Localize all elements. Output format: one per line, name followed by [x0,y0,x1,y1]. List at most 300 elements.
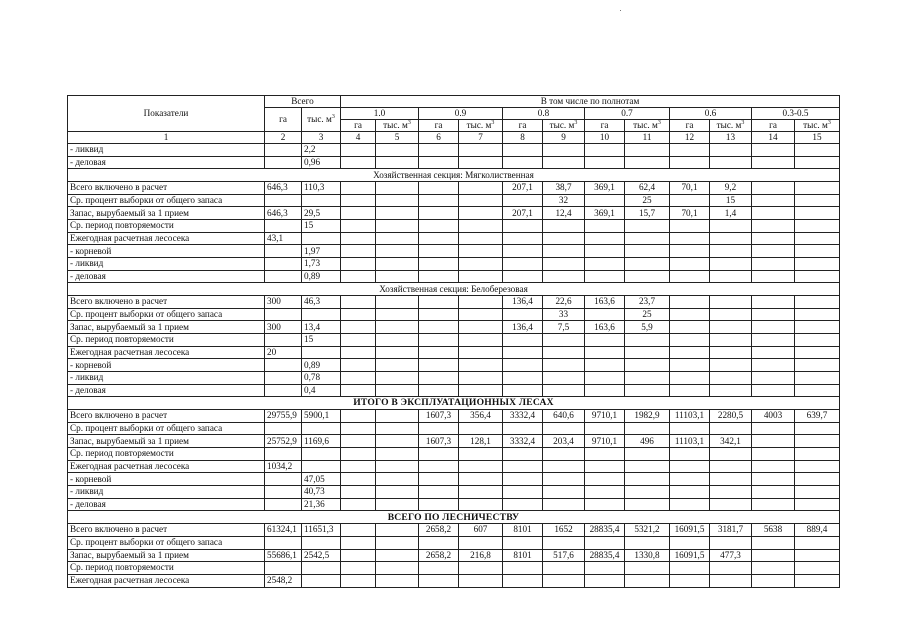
table-cell [265,473,302,486]
table-cell: 1,73 [302,258,341,271]
total-thous-header: тыс. $м^3$ [302,108,341,132]
table-cell [459,422,503,435]
table-cell [625,536,670,549]
table-cell [302,574,341,587]
table-cell [503,384,543,397]
table-cell [670,321,710,334]
table-cell: 61324,1 [265,524,302,537]
table-header [68,96,840,144]
density-header: 0.8 [503,108,585,120]
table-cell [419,473,459,486]
row-label: Всего включено в расчет [68,524,265,537]
table-cell [341,524,376,537]
column-number: 11 [625,132,670,144]
by-density-header: В том числе по полнотам [341,96,840,108]
table-cell: 496 [625,435,670,448]
table-cell: 4003 [752,410,795,423]
table-cell: 9710,1 [585,410,625,423]
table-cell: 369,1 [585,207,625,220]
table-cell: 5,9 [625,321,670,334]
table-cell: 47,05 [302,473,341,486]
table-cell [670,156,710,169]
indicators-header: Показатели [68,96,265,132]
table-cell: 15 [302,220,341,233]
unit-thous-header: тыс. $м^3$ [795,120,840,132]
table-row [68,321,840,334]
table-cell [265,245,302,258]
table-cell [752,435,795,448]
table-cell: 646,3 [265,207,302,220]
table-cell [752,144,795,157]
table-cell [341,460,376,473]
table-cell: 9710,1 [585,435,625,448]
table-cell [419,182,459,195]
table-cell [376,498,419,511]
table-cell [795,460,840,473]
table-cell [376,372,419,385]
table-cell: 9,2 [710,182,752,195]
table-cell [625,346,670,359]
table-cell [341,346,376,359]
density-header: 0.7 [585,108,670,120]
table-row [68,144,840,157]
table-cell [341,384,376,397]
table-cell [341,194,376,207]
table-cell [459,232,503,245]
table-cell [376,410,419,423]
table-cell [376,574,419,587]
table-cell [585,384,625,397]
table-cell [459,182,503,195]
table-cell [376,296,419,309]
table-cell [585,144,625,157]
table-body [68,144,840,588]
table-cell [341,182,376,195]
table-cell [376,207,419,220]
table-cell: 3332,4 [503,435,543,448]
table-cell: 207,1 [503,207,543,220]
table-cell [543,498,585,511]
table-cell: 2548,2 [265,574,302,587]
table-cell [752,308,795,321]
table-cell [376,156,419,169]
table-cell [795,308,840,321]
column-number: 1 [68,132,265,144]
table-cell [376,346,419,359]
table-cell [543,220,585,233]
table-cell [376,549,419,562]
table-cell [795,422,840,435]
unit-thous-header: тыс. $м^3$ [543,120,585,132]
unit-thous-header: тыс. $м^3$ [376,120,419,132]
table-cell: 1652 [543,524,585,537]
table-cell: 15,7 [625,207,670,220]
table-cell [543,422,585,435]
table-cell [795,144,840,157]
table-cell: 342,1 [710,435,752,448]
density-header: 0.6 [670,108,752,120]
table-row [68,207,840,220]
table-row [68,182,840,195]
table-cell [795,220,840,233]
table-cell [503,359,543,372]
table-cell [625,258,670,271]
row-label: - деловая [68,270,265,283]
table-cell [795,384,840,397]
table-cell [419,460,459,473]
table-cell [419,308,459,321]
table-cell [543,536,585,549]
table-cell [710,460,752,473]
table-cell [419,232,459,245]
table-cell [752,549,795,562]
table-cell: 16091,5 [670,524,710,537]
table-cell [503,422,543,435]
table-cell [265,486,302,499]
table-cell [670,372,710,385]
table-cell [376,384,419,397]
table-cell [419,498,459,511]
table-cell [585,574,625,587]
table-cell [341,435,376,448]
table-cell [376,359,419,372]
table-cell [376,562,419,575]
table-cell: 5900,1 [302,410,341,423]
table-row [68,536,840,549]
table-cell: 216,8 [459,549,503,562]
table-cell [795,562,840,575]
table-cell [710,232,752,245]
unit-ha-header: га [341,120,376,132]
table-cell [752,384,795,397]
table-cell [302,346,341,359]
table-cell: 7,5 [543,321,585,334]
table-row [68,232,840,245]
table-cell [341,321,376,334]
table-cell [503,144,543,157]
table-cell [341,498,376,511]
section-row [68,169,840,182]
table-cell [265,372,302,385]
row-label: - корневой [68,473,265,486]
section-title: Хозяйственная секция: Мягколиственная [68,169,840,182]
table-cell [670,296,710,309]
table-cell [625,498,670,511]
table-cell [670,245,710,258]
table-cell [265,334,302,347]
table-cell [543,448,585,461]
table-cell [459,194,503,207]
table-cell [503,156,543,169]
table-cell [341,232,376,245]
table-cell: 0,89 [302,359,341,372]
table-cell [670,536,710,549]
table-cell [503,232,543,245]
row-label: - ликвид [68,372,265,385]
table-cell [459,308,503,321]
table-row [68,574,840,587]
table-cell [670,498,710,511]
table-cell [625,384,670,397]
table-cell [459,562,503,575]
table-cell [459,156,503,169]
table-cell: 25 [625,308,670,321]
table-cell [503,498,543,511]
table-cell [341,220,376,233]
table-cell [795,435,840,448]
table-cell: 32 [543,194,585,207]
table-cell: 2280,5 [710,410,752,423]
table-cell: 607 [459,524,503,537]
table-cell: 13,4 [302,321,341,334]
table-cell [795,372,840,385]
row-label: Запас, вырубаемый за 1 прием [68,549,265,562]
table-cell [419,448,459,461]
table-cell [585,359,625,372]
table-cell [752,498,795,511]
table-cell [752,372,795,385]
table-cell: 640,6 [543,410,585,423]
table-cell [710,574,752,587]
column-number: 2 [265,132,302,144]
table-cell [503,194,543,207]
density-header: 1.0 [341,108,419,120]
table-cell [625,574,670,587]
table-row [68,220,840,233]
table-cell [459,245,503,258]
table-cell [625,359,670,372]
table-row [68,296,840,309]
unit-thous-header: тыс. $м^3$ [710,120,752,132]
table-cell: 62,4 [625,182,670,195]
table-cell: 11103,1 [670,435,710,448]
table-cell [795,536,840,549]
table-cell [585,258,625,271]
table-cell [585,308,625,321]
table-cell [625,245,670,258]
table-cell [670,562,710,575]
table-cell [543,334,585,347]
table-cell [795,156,840,169]
column-number: 6 [419,132,459,144]
table-cell [752,346,795,359]
table-cell: 8101 [503,524,543,537]
table-cell: 136,4 [503,321,543,334]
table-cell [543,372,585,385]
table-cell [376,194,419,207]
table-cell [710,321,752,334]
table-cell [625,460,670,473]
column-number: 10 [585,132,625,144]
table-cell [376,270,419,283]
table-cell [341,473,376,486]
table-cell: 0,4 [302,384,341,397]
table-cell [710,562,752,575]
table-cell [752,296,795,309]
table-cell [265,144,302,157]
section-row [68,397,840,410]
row-label: - деловая [68,498,265,511]
table-cell [302,448,341,461]
table-cell [341,334,376,347]
table-cell [503,308,543,321]
table-cell [752,321,795,334]
table-cell [710,296,752,309]
table-cell [752,182,795,195]
row-label: Ср. процент выборки от общего запаса [68,536,265,549]
table-cell: 2658,2 [419,524,459,537]
table-cell [752,232,795,245]
table-cell [585,486,625,499]
table-cell [670,258,710,271]
table-cell [503,562,543,575]
table-cell: 136,4 [503,296,543,309]
table-cell [752,207,795,220]
table-cell: 0,96 [302,156,341,169]
table-cell [503,448,543,461]
table-cell [419,207,459,220]
total-header: Всего [265,96,341,108]
table-cell [543,346,585,359]
table-row [68,486,840,499]
table-cell [710,359,752,372]
table-cell [503,473,543,486]
table-cell [710,308,752,321]
row-label: - ликвид [68,258,265,271]
table-cell [419,372,459,385]
table-cell: 22,6 [543,296,585,309]
column-number: 9 [543,132,585,144]
table-cell [795,207,840,220]
table-cell [376,182,419,195]
table-cell [710,384,752,397]
table-cell [459,346,503,359]
table-cell [341,574,376,587]
table-cell: 889,4 [795,524,840,537]
table-cell [503,270,543,283]
unit-ha-header: га [752,120,795,132]
table-cell: 1,97 [302,245,341,258]
table-cell [670,359,710,372]
table-cell: 2658,2 [419,549,459,562]
table-row [68,498,840,511]
table-cell [585,372,625,385]
table-cell: 33 [543,308,585,321]
table-cell [543,258,585,271]
table-row [68,308,840,321]
table-cell: 15 [302,334,341,347]
table-cell [341,270,376,283]
table-cell [265,384,302,397]
table-cell [795,245,840,258]
table-row [68,245,840,258]
table-cell [752,258,795,271]
row-label: - корневой [68,359,265,372]
table-cell [341,258,376,271]
table-row [68,549,840,562]
row-label: - деловая [68,156,265,169]
table-cell [459,384,503,397]
row-label: Ср. период повторяемости [68,220,265,233]
table-cell [376,321,419,334]
table-cell [543,270,585,283]
table-cell: 477,3 [710,549,752,562]
table-cell [503,486,543,499]
table-cell [795,232,840,245]
table-cell [419,220,459,233]
table-cell [419,486,459,499]
table-cell [670,448,710,461]
table-row [68,384,840,397]
table-cell [752,473,795,486]
table-cell [265,258,302,271]
column-number: 14 [752,132,795,144]
row-label: Всего включено в расчет [68,410,265,423]
density-header: 0.9 [419,108,503,120]
table-cell [585,422,625,435]
table-cell [459,334,503,347]
table-cell [625,220,670,233]
table-cell: 46,3 [302,296,341,309]
table-cell [376,334,419,347]
table-cell [625,473,670,486]
table-cell [585,194,625,207]
table-cell: 1169,6 [302,435,341,448]
table-cell [459,498,503,511]
table-cell: 646,3 [265,182,302,195]
table-cell [459,460,503,473]
table-cell [585,562,625,575]
table-cell [795,486,840,499]
row-label: Ср. период повторяемости [68,448,265,461]
table-cell [795,182,840,195]
table-cell [625,144,670,157]
table-cell: 15 [710,194,752,207]
table-cell [459,258,503,271]
row-label: - деловая [68,384,265,397]
table-cell: 29,5 [302,207,341,220]
table-cell: 8101 [503,549,543,562]
unit-thous-header: тыс. $м^3$ [625,120,670,132]
table-cell [376,460,419,473]
table-cell [419,245,459,258]
table-cell [752,448,795,461]
column-number-row [68,132,840,144]
table-cell [543,232,585,245]
table-cell [376,448,419,461]
table-cell [419,359,459,372]
table-cell [795,321,840,334]
row-label: Ср. процент выборки от общего запаса [68,422,265,435]
table-cell [795,270,840,283]
table-row [68,334,840,347]
table-cell [752,194,795,207]
table-cell [752,460,795,473]
table-cell [503,536,543,549]
column-number: 8 [503,132,543,144]
table-cell: 38,7 [543,182,585,195]
table-cell [795,574,840,587]
table-cell [419,258,459,271]
row-label: Ср. процент выборки от общего запаса [68,308,265,321]
table-cell [302,308,341,321]
table-cell [265,308,302,321]
table-cell: 21,36 [302,498,341,511]
column-number: 15 [795,132,840,144]
table-cell [710,334,752,347]
table-cell [265,156,302,169]
table-cell: 55686,1 [265,549,302,562]
